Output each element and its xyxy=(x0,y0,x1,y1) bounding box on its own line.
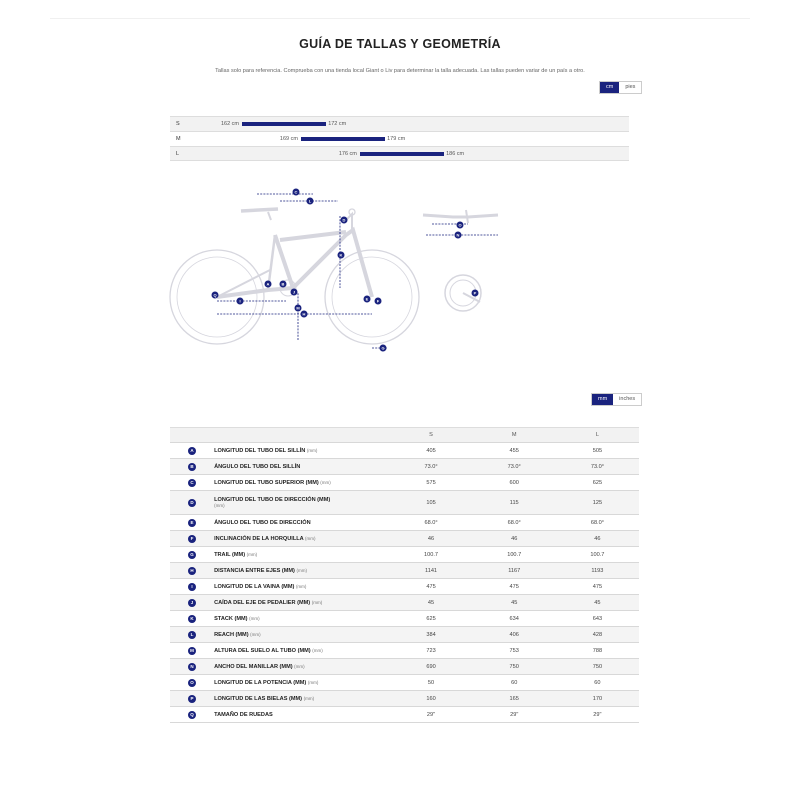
badge-cell xyxy=(170,595,214,611)
badge-cell xyxy=(170,659,214,675)
dimension-name: LONGITUD DEL TUBO DEL SILLÍN xyxy=(214,447,306,454)
label-G: G xyxy=(381,345,385,351)
dimension-unit: (mm) xyxy=(214,502,225,508)
dimension-value: 405 xyxy=(389,443,472,459)
dimension-value: 750 xyxy=(473,659,556,675)
dimension-value: 475 xyxy=(473,579,556,595)
geometry-header-row xyxy=(170,428,639,443)
unit-toggle xyxy=(599,81,642,94)
dimension-unit: (mm) xyxy=(312,647,323,653)
geometry-row xyxy=(170,443,639,459)
dimension-name: ANCHO DEL MANILLAR (MM) xyxy=(214,663,293,670)
dimension-value: 73.0° xyxy=(473,459,556,475)
dimension-badge: C xyxy=(188,479,196,487)
dimension-name: ALTURA DEL SUELO AL TUBO (MM) xyxy=(214,647,311,654)
geometry-row xyxy=(170,659,639,675)
dimension-unit: (mm) xyxy=(295,583,307,589)
dimension-name: CAÍDA DEL EJE DE PEDALIER (MM) xyxy=(214,599,311,606)
dimension-value: 68.0° xyxy=(556,515,639,531)
geometry-row xyxy=(170,515,639,531)
label-Q: Q xyxy=(213,292,217,298)
dimension-value: 29" xyxy=(389,707,472,723)
dimension-badge: K xyxy=(188,615,196,623)
dimension-unit: (mm) xyxy=(250,631,261,637)
badge-cell xyxy=(170,475,214,491)
dimension-value: 575 xyxy=(389,475,472,491)
label-E: E xyxy=(365,296,369,302)
dimension-value: 100.7 xyxy=(556,547,639,563)
dimension-value: 165 xyxy=(473,691,556,707)
dimension-value: 46 xyxy=(473,531,556,547)
dimension-badge: I xyxy=(188,583,196,591)
dimension-name-cell xyxy=(214,475,389,491)
unit-feet-button[interactable]: pies xyxy=(619,82,641,93)
dimension-unit: (mm) xyxy=(320,479,331,485)
label-P: P xyxy=(473,290,477,296)
dimension-value: 406 xyxy=(473,627,556,643)
dimension-name: INCLINACIÓN DE LA HORQUILLA xyxy=(214,535,304,542)
dimension-value: 643 xyxy=(556,611,639,627)
dimension-name: ÁNGULO DEL TUBO DE DIRECCIÓN xyxy=(214,519,311,526)
dimension-badge: F xyxy=(188,535,196,543)
geometry-row xyxy=(170,547,639,563)
size-chart xyxy=(170,116,629,161)
dimension-unit: (mm) xyxy=(294,663,305,669)
geometry-row xyxy=(170,475,639,491)
dimension-name-cell xyxy=(214,563,389,579)
badge-cell xyxy=(170,531,214,547)
dimension-value: 50 xyxy=(389,675,472,691)
badge-cell xyxy=(170,675,214,691)
dimension-value: 428 xyxy=(556,627,639,643)
page-title: GUÍA DE TALLAS Y GEOMETRÍA xyxy=(299,37,501,51)
size-label: M xyxy=(176,136,181,142)
dimension-name-cell xyxy=(214,531,389,547)
unit-inches-button[interactable]: inches xyxy=(613,394,641,405)
dimension-badge: J xyxy=(188,599,196,607)
size-range-bar xyxy=(242,122,326,126)
dimension-value: 29" xyxy=(556,707,639,723)
dimension-badge: N xyxy=(188,663,196,671)
dimension-value: 73.0° xyxy=(389,459,472,475)
dimension-value: 1141 xyxy=(389,563,472,579)
dimension-value: 100.7 xyxy=(473,547,556,563)
dimension-value: 115 xyxy=(473,491,556,515)
dimension-name: DISTANCIA ENTRE EJES (MM) xyxy=(214,567,295,574)
dimension-name-cell xyxy=(214,459,389,475)
geometry-row xyxy=(170,579,639,595)
dimension-name: LONGITUD DEL TUBO DE DIRECCIÓN (MM) xyxy=(214,496,331,503)
header-size-l: L xyxy=(556,428,639,443)
dimension-value: 46 xyxy=(556,531,639,547)
dimension-value: 1193 xyxy=(556,563,639,579)
label-A: A xyxy=(266,281,270,287)
geometry-row xyxy=(170,707,639,723)
dimension-value: 625 xyxy=(556,475,639,491)
dimension-name: TAMAÑO DE RUEDAS xyxy=(214,711,273,718)
dimension-value: 475 xyxy=(556,579,639,595)
top-divider xyxy=(50,18,750,19)
frame xyxy=(217,230,372,297)
dimension-unit: (mm) xyxy=(249,615,260,621)
dimension-value: 690 xyxy=(389,659,472,675)
label-N: N xyxy=(456,232,460,238)
dimension-value: 1167 xyxy=(473,563,556,579)
dimension-badge: M xyxy=(188,647,196,655)
dimension-unit: (mm) xyxy=(307,679,319,685)
geometry-row xyxy=(170,563,639,579)
badge-cell xyxy=(170,491,214,515)
badge-cell xyxy=(170,611,214,627)
header-blank xyxy=(170,428,214,443)
header-size-s: S xyxy=(389,428,472,443)
dimension-badge: A xyxy=(188,447,196,455)
size-label: S xyxy=(176,121,180,127)
geometry-unit-toggle xyxy=(591,393,642,406)
dimension-value: 73.0° xyxy=(556,459,639,475)
label-O: O xyxy=(458,222,462,228)
dimension-unit: (mm) xyxy=(311,599,323,605)
dimension-name: LONGITUD DE LAS BIELAS (MM) xyxy=(214,695,303,702)
dimension-name-cell xyxy=(214,675,389,691)
dimension-name-cell xyxy=(214,691,389,707)
dimension-value: 125 xyxy=(556,491,639,515)
badge-cell xyxy=(170,627,214,643)
dimension-value: 455 xyxy=(473,443,556,459)
size-max-height: 179 cm xyxy=(387,136,406,142)
dimension-value: 45 xyxy=(473,595,556,611)
dimension-unit: (mm) xyxy=(296,567,307,573)
size-max-height: 186 cm xyxy=(446,151,465,157)
geometry-row xyxy=(170,691,639,707)
dimension-value: 634 xyxy=(473,611,556,627)
dimension-name-cell xyxy=(214,611,389,627)
geometry-row xyxy=(170,611,639,627)
badge-cell xyxy=(170,579,214,595)
dimension-name-cell xyxy=(214,659,389,675)
dimension-value: 788 xyxy=(556,643,639,659)
dimension-value: 723 xyxy=(389,643,472,659)
label-M: M xyxy=(296,305,300,311)
dimension-value: 170 xyxy=(556,691,639,707)
dimension-badge: Q xyxy=(188,711,196,719)
geometry-row xyxy=(170,531,639,547)
dimension-value: 384 xyxy=(389,627,472,643)
dimension-value: 60 xyxy=(473,675,556,691)
dimension-name-cell xyxy=(214,595,389,611)
label-L: L xyxy=(308,198,312,204)
size-range-bar xyxy=(301,137,385,141)
geometry-table xyxy=(170,427,639,723)
label-F: F xyxy=(376,298,380,304)
dimension-value: 100.7 xyxy=(389,547,472,563)
dimension-name-cell xyxy=(214,443,389,459)
size-row xyxy=(170,131,629,146)
dimension-unit: (mm) xyxy=(246,551,258,557)
dimension-name: STACK (MM) xyxy=(214,615,248,622)
label-J: J xyxy=(292,289,296,295)
badge-cell xyxy=(170,443,214,459)
dimension-value: 46 xyxy=(389,531,472,547)
label-B: B xyxy=(281,281,285,287)
dimension-name-cell xyxy=(214,627,389,643)
size-min-height: 162 cm xyxy=(220,121,239,127)
dimension-value: 600 xyxy=(473,475,556,491)
label-C: C xyxy=(294,189,298,195)
dimension-name-cell xyxy=(214,707,389,723)
geometry-row xyxy=(170,595,639,611)
badge-cell xyxy=(170,563,214,579)
dimension-name: LONGITUD DE LA VAINA (MM) xyxy=(214,583,295,590)
header-size-m: M xyxy=(473,428,556,443)
bike-geometry-diagram xyxy=(168,180,508,360)
size-range-bar xyxy=(360,152,444,156)
dimension-value: 29" xyxy=(473,707,556,723)
badge-cell xyxy=(170,707,214,723)
dimension-value: 475 xyxy=(389,579,472,595)
dimension-value: 160 xyxy=(389,691,472,707)
dimension-name: ÁNGULO DEL TUBO DEL SILLÍN xyxy=(214,463,301,470)
size-row xyxy=(170,146,629,161)
badge-cell xyxy=(170,691,214,707)
dimension-name-cell xyxy=(214,491,389,515)
geometry-row xyxy=(170,627,639,643)
geometry-row xyxy=(170,459,639,475)
label-I: I xyxy=(239,298,241,304)
dimension-value: 68.0° xyxy=(389,515,472,531)
dimension-name-cell xyxy=(214,515,389,531)
header-blank-name xyxy=(214,428,389,443)
dimension-name: LONGITUD DEL TUBO SUPERIOR (MM) xyxy=(214,479,319,486)
badge-cell xyxy=(170,547,214,563)
label-H: H xyxy=(302,311,306,317)
dimension-value: 68.0° xyxy=(473,515,556,531)
dimension-value: 505 xyxy=(556,443,639,459)
dimension-name: REACH (MM) xyxy=(214,631,249,638)
size-min-height: 169 cm xyxy=(279,136,298,142)
dimension-value: 625 xyxy=(389,611,472,627)
dimension-badge: E xyxy=(188,519,196,527)
dimension-name: TRAIL (MM) xyxy=(214,551,246,558)
badge-cell xyxy=(170,459,214,475)
geometry-row xyxy=(170,643,639,659)
page-subtitle: Tallas solo para referencia. Comprueba con una tienda local Giant o Liv para determinar la talla adecuada. Las tallas pueden variar de un país a otro. xyxy=(215,68,585,74)
badge-cell xyxy=(170,515,214,531)
dimension-value: 750 xyxy=(556,659,639,675)
dimension-value: 45 xyxy=(389,595,472,611)
geometry-row xyxy=(170,491,639,515)
badge-cell xyxy=(170,643,214,659)
unit-mm-button[interactable]: mm xyxy=(592,394,613,405)
unit-cm-button[interactable]: cm xyxy=(600,82,619,93)
label-D: D xyxy=(342,217,346,223)
size-row xyxy=(170,116,629,131)
dimension-name-cell xyxy=(214,643,389,659)
dimension-name-cell xyxy=(214,547,389,563)
dimension-value: 45 xyxy=(556,595,639,611)
dimension-unit: (mm) xyxy=(303,695,315,701)
dimension-badge: D xyxy=(188,499,196,507)
size-max-height: 172 cm xyxy=(328,121,347,127)
dimension-value: 753 xyxy=(473,643,556,659)
geometry-row xyxy=(170,675,639,691)
label-K: K xyxy=(339,252,343,258)
dimension-value: 105 xyxy=(389,491,472,515)
dimension-name-cell xyxy=(214,579,389,595)
dimension-unit: (mm) xyxy=(305,535,316,541)
dimension-badge: L xyxy=(188,631,196,639)
dimension-badge: H xyxy=(188,567,196,575)
dimension-name: LONGITUD DE LA POTENCIA (MM) xyxy=(214,679,307,686)
dimension-badge: O xyxy=(188,679,196,687)
dimension-unit: (mm) xyxy=(306,447,318,453)
dimension-value: 60 xyxy=(556,675,639,691)
dimension-badge: G xyxy=(188,551,196,559)
size-label: L xyxy=(176,151,180,157)
dimension-badge: P xyxy=(188,695,196,703)
size-min-height: 176 cm xyxy=(338,151,357,157)
dimension-badge: B xyxy=(188,463,196,471)
